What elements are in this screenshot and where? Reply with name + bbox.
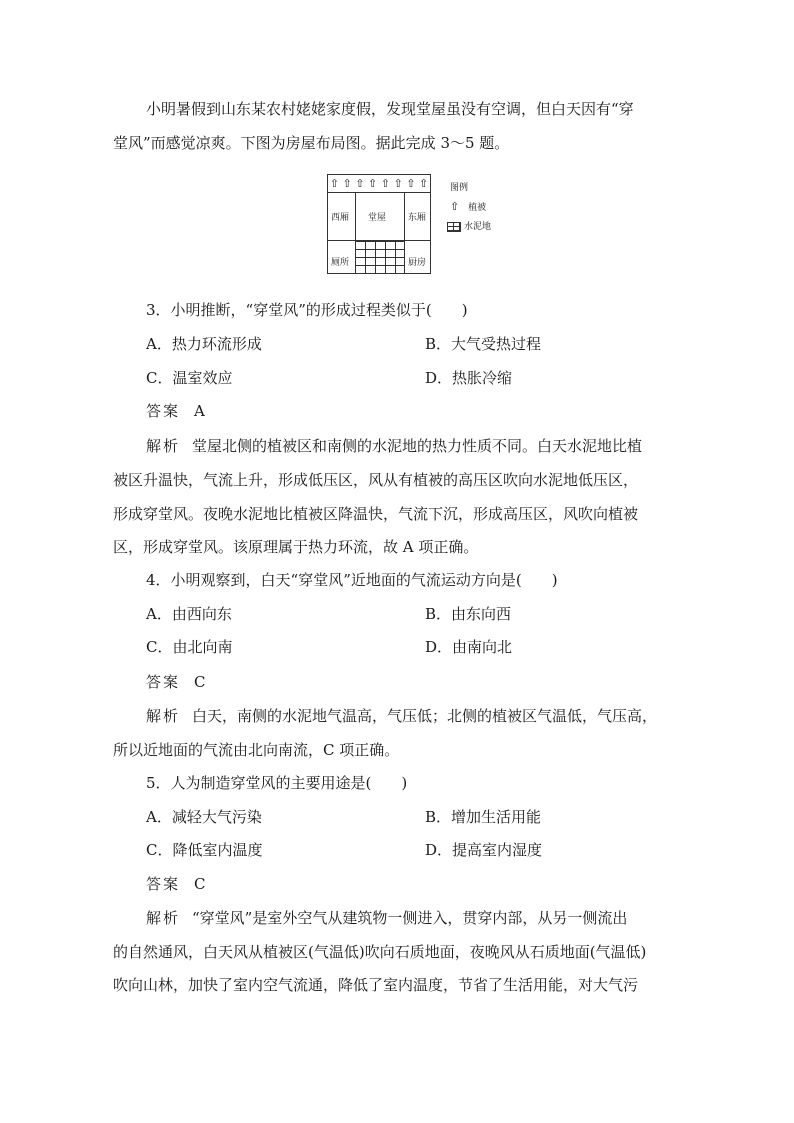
room-west: 西厢 xyxy=(331,213,350,223)
q3-answer xyxy=(146,401,205,421)
answer-label: 答案 xyxy=(146,673,181,691)
vegetation-arrow-icon: ⇧ xyxy=(406,177,416,190)
analysis-text: 白天，南侧的水泥地气温高，气压低；北侧的植被区气温低，气压高， xyxy=(192,707,658,725)
q3-option-d: D．热胀冷缩 xyxy=(425,369,513,387)
q3-analysis-line: 区，形成穿堂风。该原理属于热力环流，故 A 项正确。 xyxy=(113,538,479,556)
cement-legend-icon xyxy=(447,222,461,232)
q5-analysis-line: 的自然通风，白天风从植被区(气温低)吹向石质地面，夜晚风从石质地面(气温低) xyxy=(113,943,647,961)
vegetation-arrow-icon: ⇧ xyxy=(393,177,403,190)
house-layout-figure xyxy=(327,174,517,276)
q5-option-b: B．增加生活用能 xyxy=(425,808,542,826)
q5-option-c: C．降低室内温度 xyxy=(146,841,263,859)
q5-analysis-line: 吹向山林，加快了室内空气流通，降低了室内温度，节省了生活用能，对大气污 xyxy=(113,976,639,994)
q3-option-a: A．热力环流形成 xyxy=(146,335,262,353)
analysis-label: 解析 xyxy=(146,707,181,725)
q4-answer xyxy=(146,672,206,692)
house-plan xyxy=(327,174,431,274)
q3-analysis-line: 形成穿堂风。夜晚水泥地比植被区降温快，气流下沉，形成高压区，风吹向植被 xyxy=(113,505,639,523)
q5-option-a: A．减轻大气污染 xyxy=(146,808,262,826)
vegetation-arrow-icon: ⇧ xyxy=(355,177,365,190)
legend-vegetation: 植被 xyxy=(468,203,487,213)
room-east: 东厢 xyxy=(408,213,427,223)
q3-analysis-line xyxy=(146,436,642,456)
vegetation-arrow-icon: ⇧ xyxy=(329,177,339,190)
q4-analysis-line xyxy=(146,706,657,726)
analysis-text: “穿堂风”是室外空气从建筑物一侧进入，贯穿内部，从另一侧流出 xyxy=(192,909,628,927)
vegetation-arrow-icon: ⇧ xyxy=(419,177,429,190)
vegetation-arrow-icon: ⇧ xyxy=(368,177,378,190)
intro-line-2: 堂风”而感觉凉爽。下图为房屋布局图。据此完成 3～5 题。 xyxy=(113,134,510,152)
legend-cement: 水泥地 xyxy=(464,222,492,232)
vegetation-arrow-icon: ⇧ xyxy=(450,200,460,213)
q3-option-b: B．大气受热过程 xyxy=(425,335,542,353)
question-3-stem: 3．小明推断，“穿堂风”的形成过程类似于( ) xyxy=(146,301,468,319)
q4-option-c: C．由北向南 xyxy=(146,638,233,656)
vegetation-row xyxy=(328,175,430,193)
room-main: 堂屋 xyxy=(368,213,387,223)
answer-value: A xyxy=(194,402,205,420)
q5-analysis-line xyxy=(146,908,627,928)
q3-option-c: C．温室效应 xyxy=(146,369,233,387)
analysis-label: 解析 xyxy=(146,437,181,455)
q5-option-d: D．提高室内湿度 xyxy=(425,841,543,859)
cement-floor xyxy=(355,241,405,273)
question-5-stem: 5．人为制造穿堂风的主要用途是( ) xyxy=(146,774,408,792)
q4-option-a: A．由西向东 xyxy=(146,605,232,623)
answer-value: C xyxy=(194,875,206,893)
question-4-stem: 4．小明观察到，白天“穿堂风”近地面的气流运动方向是( ) xyxy=(146,571,558,589)
room-toilet: 厕所 xyxy=(331,258,350,268)
vegetation-arrow-icon: ⇧ xyxy=(380,177,390,190)
analysis-text: 堂屋北侧的植被区和南侧的水泥地的热力性质不同。白天水泥地比植 xyxy=(192,437,643,455)
q5-answer xyxy=(146,874,206,894)
q4-option-d: D．由南向北 xyxy=(425,638,513,656)
intro-line-1: 小明暑假到山东某农村姥姥家度假，发现堂屋虽没有空调，但白天因有“穿 xyxy=(146,100,634,118)
q4-analysis-line: 所以近地面的气流由北向南流，C 项正确。 xyxy=(113,741,400,759)
vegetation-arrow-icon: ⇧ xyxy=(342,177,352,190)
q4-option-b: B．由东向西 xyxy=(425,605,512,623)
answer-label: 答案 xyxy=(146,402,181,420)
legend-title: 图例 xyxy=(450,183,469,193)
q3-analysis-line: 被区升温快，气流上升，形成低压区，风从有植被的高压区吹向水泥地低压区， xyxy=(113,471,639,489)
answer-label: 答案 xyxy=(146,875,181,893)
room-kitchen: 厨房 xyxy=(408,258,427,268)
answer-value: C xyxy=(194,673,206,691)
analysis-label: 解析 xyxy=(146,909,181,927)
